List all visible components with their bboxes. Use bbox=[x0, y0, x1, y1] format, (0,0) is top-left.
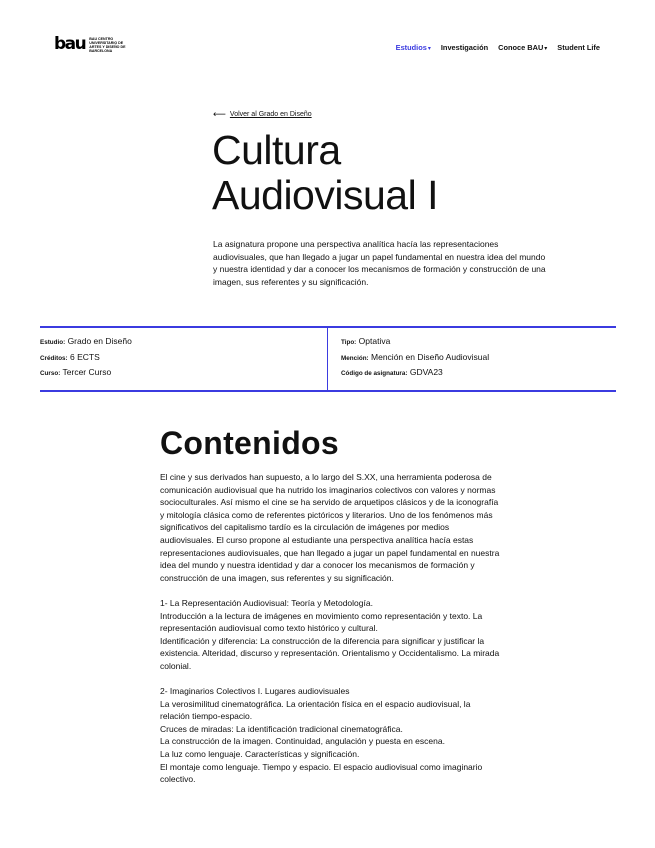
nav-label: Conoce BAU bbox=[498, 43, 544, 52]
section-2 bbox=[160, 685, 500, 786]
nav-label: Student Life bbox=[557, 43, 600, 52]
nav-label: Investigación bbox=[440, 43, 489, 52]
chevron-down-icon: ▾ bbox=[427, 46, 431, 52]
section-line: Cruces de miradas: La identificación tradicional cinematográfica. bbox=[160, 723, 403, 734]
contenidos-heading: Contenidos bbox=[160, 425, 339, 461]
section-line: La luz como lenguaje. Características y significación. bbox=[160, 749, 360, 760]
info-row-codigo bbox=[341, 365, 489, 381]
nav-item-student-life[interactable] bbox=[557, 43, 600, 52]
section-title: 1- La Representación Audiovisual: Teoría y Metodología. bbox=[160, 597, 373, 608]
info-value: Tercer Curso bbox=[62, 367, 112, 377]
info-value: GDVA23 bbox=[409, 367, 443, 377]
section-line: La verosimilitud cinematográfica. La orientación física en el espacio audiovisual, la relación tiempo-espacio. bbox=[160, 698, 471, 722]
info-row-creditos bbox=[40, 350, 132, 366]
arrow-left-icon[interactable]: ⟵ bbox=[213, 109, 226, 119]
info-row-mencion bbox=[341, 350, 489, 366]
nav-label: Estudios bbox=[395, 43, 427, 52]
logo-subtitle: BAU CENTRO UNIVERSITARIO DE ARTES Y DISEÑO DE BARCELONA bbox=[89, 36, 126, 53]
contenidos-body bbox=[160, 471, 500, 786]
chevron-down-icon: ▾ bbox=[544, 46, 548, 52]
section-line: Identificación y diferencia: La construcción de la diferencia para significar y justificar la existencia. Alteridad, discurso y representación. Orientalismo y Occidentalismo. La mirada colonial. bbox=[160, 635, 500, 671]
page-title bbox=[212, 128, 572, 218]
bau-logo[interactable] bbox=[54, 36, 129, 53]
info-row-tipo bbox=[341, 334, 489, 350]
section-title: 2- Imaginarios Colectivos I. Lugares audiovisuales bbox=[160, 686, 350, 697]
course-info-panel bbox=[40, 326, 616, 392]
info-divider bbox=[327, 328, 328, 390]
nav-item-estudios[interactable] bbox=[396, 43, 431, 52]
section-line: El montaje como lenguaje. Tiempo y espacio. El espacio audiovisual como imaginario colectivo. bbox=[160, 761, 483, 785]
back-link-row bbox=[213, 110, 312, 119]
info-key: Mención: bbox=[341, 354, 369, 362]
course-info-left bbox=[40, 334, 132, 381]
back-to-degree-link[interactable]: Volver al Grado en Diseño bbox=[229, 111, 312, 118]
section-1 bbox=[160, 597, 500, 673]
main-nav bbox=[396, 43, 600, 52]
logo-wordmark: bau bbox=[54, 34, 86, 54]
info-row-estudio bbox=[40, 334, 132, 350]
contenidos-paragraph: El cine y sus derivados han supuesto, a lo largo del S.XX, una herramienta poderosa de comunicación audiovisual que ha nutrido los imaginarios colectivos con valores y normas socioculturales. Así mismo el cine se ha servido de arquetipos clásicos y de la iconografía y mitología clásica como de referentes pictóricos y literarios. Uno de los fenómenos más significativos del capitalismo tardío es la circulación de imágenes por medios audiovisuales. El curso propone al estudiante una perspectiva analítica hacía estas representaciones audiovisuales, que han llegado a jugar un papel fundamental en nuestra idea del mundo y nuestra identidad y dar a conocer los mecanismos de formación y construcción de una imagen, sus referentes y su significación. bbox=[160, 472, 500, 583]
nav-item-conoce-bau[interactable] bbox=[498, 43, 547, 52]
title-line-1: Cultura bbox=[212, 127, 341, 173]
section-line: La construcción de la imagen. Continuidad, angulación y puesta en escena. bbox=[160, 736, 445, 747]
info-key: Tipo: bbox=[341, 339, 357, 346]
info-key: Créditos: bbox=[40, 354, 68, 362]
section-line: Introducción a la lectura de imágenes en movimiento como representación y texto. La representación audiovisual como texto histórico y cultural. bbox=[160, 610, 483, 634]
info-value: Grado en Diseño bbox=[67, 336, 132, 346]
site-header bbox=[0, 0, 655, 90]
info-key: Estudio: bbox=[40, 339, 66, 346]
title-line-2: Audiovisual I bbox=[212, 172, 438, 218]
info-value: Optativa bbox=[358, 336, 391, 346]
info-value: Mención en Diseño Audiovisual bbox=[371, 351, 490, 362]
course-info-right bbox=[341, 334, 489, 381]
intro-paragraph: La asignatura propone una perspectiva analítica hacía las representaciones audiovisuales, que han llegado a jugar un papel fundamental en nuestra idea del mundo y nuestra identidad y dar a conocer los mecanismos de formación y construcción de una imagen, sus referentes y su significación. bbox=[213, 239, 546, 287]
info-key: Curso: bbox=[40, 370, 61, 377]
info-value: 6 ECTS bbox=[70, 351, 100, 362]
info-row-curso bbox=[40, 365, 132, 381]
info-key: Código de asignatura: bbox=[341, 370, 408, 377]
nav-item-investigacion[interactable] bbox=[441, 43, 488, 52]
